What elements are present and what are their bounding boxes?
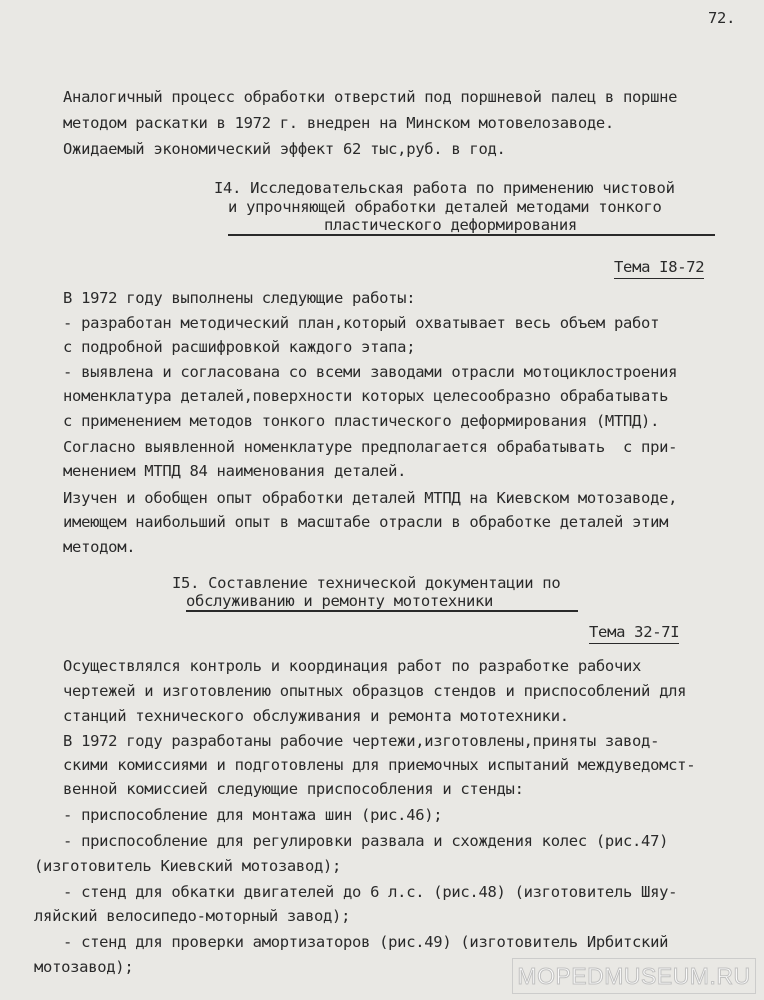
theme-label: Тема I8-72: [614, 257, 704, 279]
body-line: - разработан методический план,который охватывает весь объем работ: [63, 314, 660, 332]
section-heading: обслуживанию и ремонту мототехники: [186, 592, 494, 610]
heading-underline: [186, 610, 578, 612]
body-line: методом.: [63, 538, 136, 556]
body-line: с применением методов тонкого пластического деформирования (МТПД).: [63, 412, 660, 430]
body-line: номенклатура деталей,поверхности которых целесообразно обрабатывать: [63, 387, 669, 405]
body-line: методом раскатки в 1972 г. внедрен на Минском мотовелозаводе.: [63, 114, 614, 132]
body-line: (изготовитель Киевский мотозавод);: [34, 857, 342, 875]
section-heading: пластического деформирования: [324, 216, 577, 234]
theme-label: Тема 32-7I: [589, 622, 679, 644]
page-number: 72.: [708, 9, 736, 27]
section-heading: и упрочняющей обработки деталей методами тонкого: [228, 198, 662, 216]
heading-underline: [228, 234, 715, 236]
body-line: ляйский велосипедо-моторный завод);: [34, 907, 351, 925]
body-line: станций технического обслуживания и ремонта мототехники.: [63, 707, 569, 725]
body-line: Ожидаемый экономический эффект 62 тыс,руб. в год.: [63, 140, 506, 158]
section-heading: I4. Исследовательская работа по применению чистовой: [214, 179, 675, 197]
body-line: В 1972 году выполнены следующие работы:: [63, 289, 416, 307]
body-line: - выявлена и согласована со всеми заводами отрасли мотоциклостроения: [63, 363, 678, 381]
body-line: Согласно выявленной номенклатуре предполагается обрабатывать с при-: [63, 438, 678, 456]
body-line: - приспособление для регулировки развала и схождения колес (рис.47): [63, 832, 669, 850]
body-line: менением МТПД 84 наименования деталей.: [63, 462, 407, 480]
body-line: - стенд для обкатки двигателей до 6 л.с. (рис.48) (изготовитель Шяу-: [63, 883, 678, 901]
body-line: В 1972 году разработаны рабочие чертежи,изготовлены,приняты завод-: [63, 732, 660, 750]
body-line: - приспособление для монтажа шин (рис.46);: [63, 806, 443, 824]
body-line: чертежей и изготовлению опытных образцов стендов и приспособлений для: [63, 682, 687, 700]
body-line: Аналогичный процесс обработки отверстий под поршневой палец в поршне: [63, 88, 678, 106]
body-line: Изучен и обобщен опыт обработки деталей МТПД на Киевском мотозаводе,: [63, 489, 678, 507]
body-line: Осуществлялся контроль и координация работ по разработке рабочих: [63, 657, 642, 675]
body-line: мотозавод);: [34, 958, 134, 976]
section-heading: I5. Составление технической документации по: [172, 574, 561, 592]
body-line: имеющем наибольший опыт в масштабе отрасли в обработке деталей этим: [63, 513, 669, 531]
body-line: - стенд для проверки амортизаторов (рис.49) (изготовитель Ирбитский: [63, 933, 669, 951]
body-line: венной комиссией следующие приспособления и стенды:: [63, 780, 524, 798]
body-line: скими комиссиями и подготовлены для приемочных испытаний междуведомст-: [63, 756, 696, 774]
site-watermark: MOPEDMUSEUM.RU: [512, 958, 756, 994]
body-line: с подробной расшифровкой каждого этапа;: [63, 338, 416, 356]
